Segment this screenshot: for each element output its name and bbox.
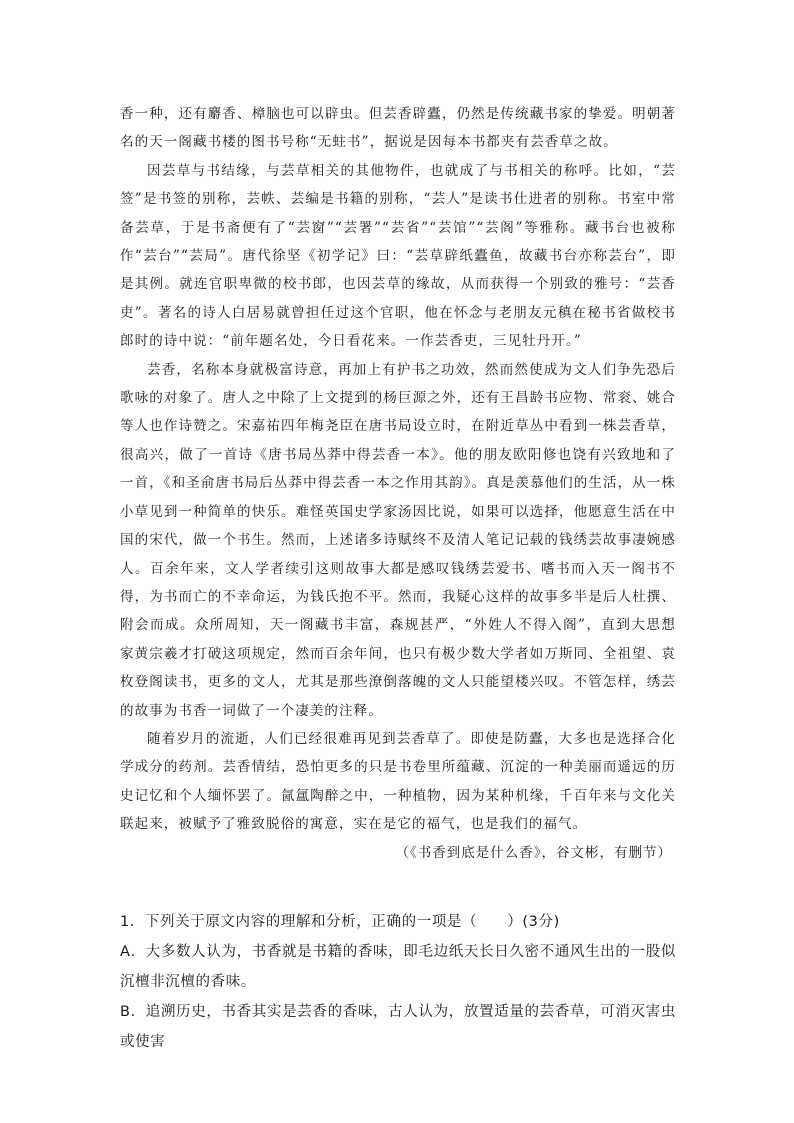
question-section bbox=[120, 907, 676, 1057]
question-1-option-a: A．大多数人认为，书香就是书籍的香味，即毛边纸天长日久密不通风生出的一股似沉檀非沉檀的香味。 bbox=[120, 944, 676, 990]
article-source: （《书香到底是什么香》，谷文彬，有删节） bbox=[395, 844, 672, 861]
article-paragraph-1: 香一种，还有麝香、樟脑也可以辟虫。但芸香辟蠹，仍然是传统藏书家的挚爱。明朝著名的天一阁藏书楼的图书号称“无蛀书”，据说是因每本书都夹有芸香草之故。 bbox=[120, 106, 676, 151]
article-paragraph-4: 随着岁月的流逝，人们已经很难再见到芸香草了。即使是防蠹，大多也是选择合化学成分的药剂。芸香情结，恐怕更多的只是书卷里所蕴藏、沉淀的一种美丽而遥远的历史记忆和个人缅怀罢了。氤氲陶醉之中，一种植物，因为某种机缘，千百年来与文化关联起来，被赋予了雅致脱俗的寓意，实在是它的福气，也是我们的福气。 bbox=[120, 730, 676, 833]
question-1-stem: 1．下列关于原文内容的理解和分析，正确的一项是（ ）(3分) bbox=[120, 914, 560, 930]
article-paragraph-2: 因芸草与书结缘，与芸草相关的其他物件，也就成了与书相关的称呼。比如，“芸签”是书签的别称，芸帙、芸编是书籍的别称，“芸人”是读书仕进者的别称。书室中常备芸草，于是书斋便有了“芸窗”“芸署”“芸省”“芸馆”“芸阁”等雅称。藏书台也被称作“芸台”“芸局”。唐代徐坚《初学记》曰：“芸草辟纸蠹鱼，故藏书台亦称芸台”，即是其例。就连官职卑微的校书郎，也因芸草的缘故，从而获得一个别致的雅号：“芸香吏”。著名的诗人白居易就曾担任过这个官职，他在怀念与老朋友元稹在秘书省做校书郎时的诗中说：“前年题名处，今日看花来。一作芸香吏，三见牡丹开。” bbox=[120, 162, 676, 350]
question-1-option-b: B．追溯历史，书香其实是芸香的香味，古人认为，放置适量的芸香草，可消灭害虫或使害 bbox=[120, 1004, 676, 1050]
article-paragraph-3: 芸香，名称本身就极富诗意，再加上有护书之功效，然而然使成为文人们争先恐后歌咏的对象了。唐人之中除了上文提到的杨巨源之外，还有王昌龄书应物、常衮、姚合等人也作诗赞之。宋嘉祐四年梅尧臣在唐书局设立时，在附近草丛中看到一株芸香草，很高兴，做了一首诗《唐书局丛莽中得芸香一本》。他的朋友欧阳修也饶有兴致地和了一首，《和圣俞唐书局后丛莽中得芸香一本之作用其韵》。真是羡慕他们的生活，从一株小草见到一种简单的快乐。难怪英国史学家汤因比说，如果可以选择，他愿意生活在中国的宋代，做一个书生。然而，上述诸多诗赋终不及清人笔记记载的钱绣芸故事凄婉感人。百余年来，文人学者续引这则故事大都是感叹钱绣芸爱书、嗜书而入天一阁书不得，为书而亡的不幸命运，为钱氏抱不平。然而，我疑心这样的故事多半是后人杜撰、附会而成。众所周知，天一阁藏书丰富，森规甚严，“外姓人不得入阁”，直到大思想家黄宗羲才打破这项规定，然而百余年间，也只有极少数大学者如万斯同、全祖望、袁枚登阁读书，更多的文人，尤其是那些潦倒落魄的文人只能望楼兴叹。不管怎样，绣芸的故事为书香一词做了一个凄美的注释。 bbox=[120, 361, 676, 719]
article-body bbox=[120, 100, 676, 867]
